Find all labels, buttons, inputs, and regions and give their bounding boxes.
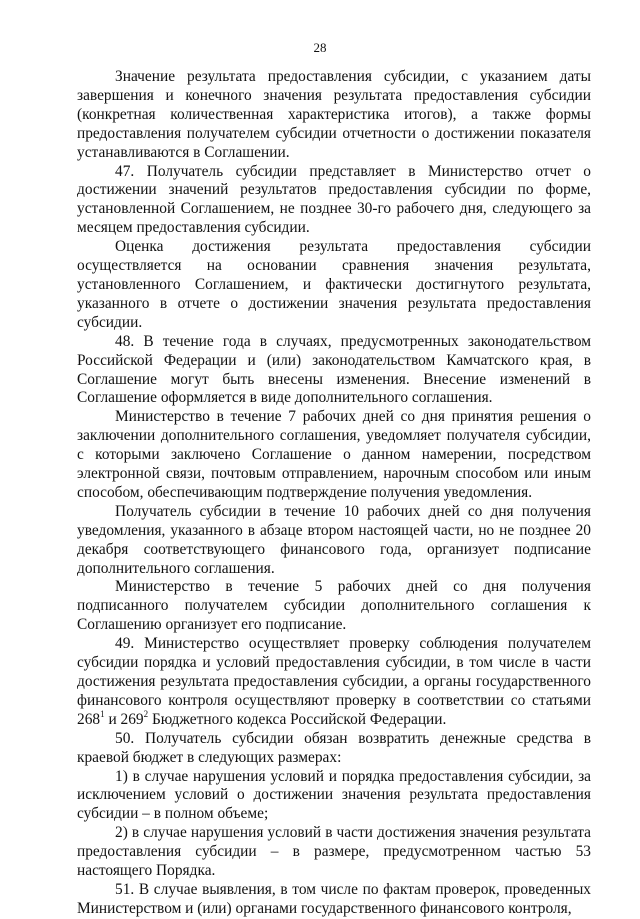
document-body <box>77 68 591 919</box>
page-number: 28 <box>313 40 327 55</box>
p49-sup-1: 1 <box>100 708 105 719</box>
p49-sup-2: 2 <box>143 708 149 719</box>
p49-text-after: Бюджетного кодекса Российской Федерации. <box>148 710 447 728</box>
p49-text-middle: и 269 <box>104 710 144 728</box>
paragraph-47: 47. Получатель субсидии представляет в Министерство отчет о достижении значений результатов предоставления субсидии по форме, установленной Соглашением, не позднее 30-го рабочего дня, следующего за месяцем предоставления субсидии. <box>77 162 591 237</box>
paragraph-49 <box>77 635 591 730</box>
paragraph-result-value: Значение результата предоставления субсидии, с указанием даты завершения и конечного значения результата предоставления субсидии (конкретная количественная характеристика итогов), а также формы предоставления получателем субсидии отчетности о достижении показателя устанавливаются в Соглашении. <box>77 68 591 161</box>
paragraph-50-item-1: 1) в случае нарушения условий и порядка предоставления субсидии, за исключением условий о достижении значения результата предоставления субсидии – в полном объеме; <box>77 767 591 823</box>
paragraph-ministry-notice: Министерство в течение 7 рабочих дней со дня принятия решения о заключении дополнительного соглашения, уведомляет получателя субсидии, с которыми заключено Соглашение о данном намерении, посредством электронной связи, почтовым отправлением, нарочным способом или иным способом, обеспечивающим подтверждение получения уведомления. <box>77 408 591 501</box>
paragraph-50: 50. Получатель субсидии обязан возвратить денежные средства в краевой бюджет в следующих размерах: <box>77 729 591 766</box>
paragraph-ministry-signing: Министерство в течение 5 рабочих дней со дня получения подписанного получателем субсидии дополнительного соглашения к Соглашению организует его подписание. <box>77 578 591 634</box>
paragraph-50-item-2: 2) в случае нарушения условий в части достижения значения результата предоставления субсидии – в размере, предусмотренном частью 53 настоящего Порядка. <box>77 824 591 880</box>
paragraph-51: 51. В случае выявления, в том числе по фактам проверок, проведенных Министерством и (или) органами государственного финансового контроля, <box>77 880 591 917</box>
paragraph-assessment: Оценка достижения результата предоставления субсидии осуществляется на основании сравнения значения результата, установленного Соглашением, и фактически достигнутого результата, указанного в отчете о достижении значения результата предоставления субсидии. <box>77 238 591 331</box>
paragraph-48: 48. В течение года в случаях, предусмотренных законодательством Российской Федерации и (или) законодательством Камчатского края, в Соглашение могут быть внесены изменения. Внесение изменений в Соглашение оформляется в виде дополнительного соглашения. <box>77 332 591 407</box>
paragraph-recipient-signing: Получатель субсидии в течение 10 рабочих дней со дня получения уведомления, указанного в абзаце втором настоящей части, но не позднее 20 декабря соответствующего финансового года, организует подписание дополнительного соглашения. <box>77 502 591 577</box>
p49-text-before: 49. Министерство осуществляет проверку соблюдения получателем субсидии порядка и условий предоставления субсидии, в том числе в части достижения результата предоставления субсидии, а органы государственного финансового контроля осуществляют проверку в соответствии со статьями 268 <box>77 635 591 728</box>
